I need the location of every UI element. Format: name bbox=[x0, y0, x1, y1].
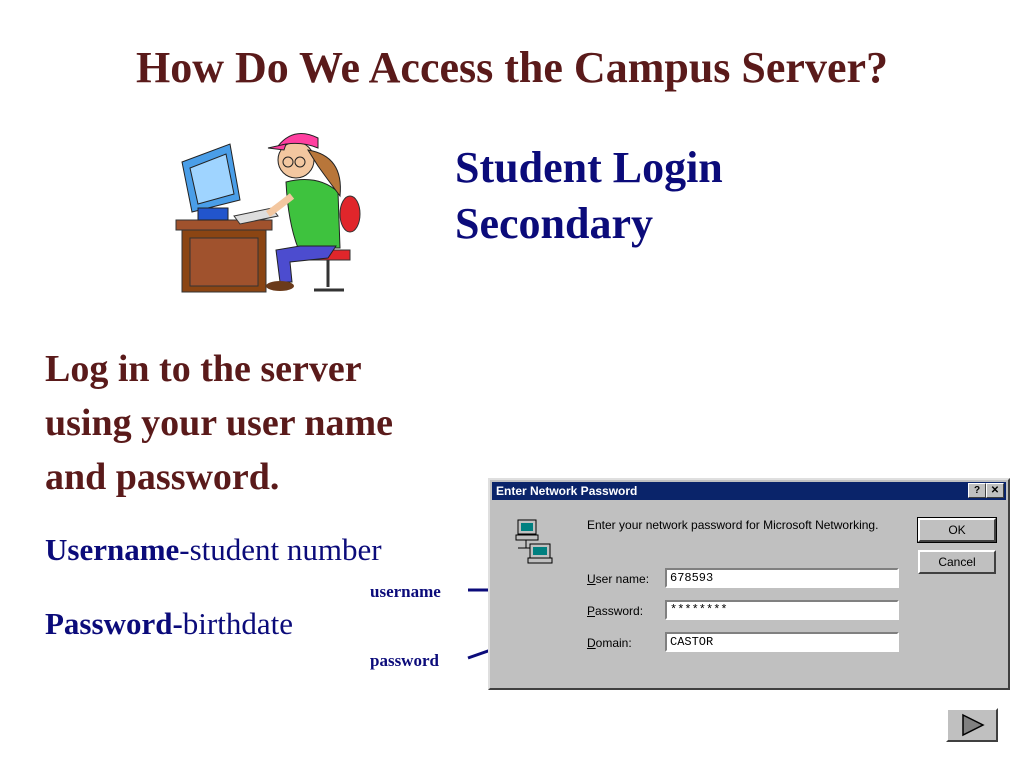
password-key: Password- bbox=[45, 606, 183, 641]
domain-field[interactable]: CASTOR bbox=[665, 632, 899, 652]
slide-title: How Do We Access the Campus Server? bbox=[136, 43, 888, 92]
user-name-label: User name: bbox=[587, 572, 650, 586]
dialog-message: Enter your network password for Microsoft Networking. bbox=[587, 518, 879, 532]
network-computer-icon bbox=[514, 518, 554, 566]
next-slide-icon bbox=[948, 710, 996, 740]
password-annotation: password bbox=[370, 651, 439, 670]
help-button[interactable]: ? bbox=[968, 483, 986, 498]
intro-line-3: and password. bbox=[45, 456, 280, 498]
ok-button[interactable]: OK bbox=[918, 518, 996, 542]
network-password-dialog bbox=[488, 478, 1010, 690]
user-name-field[interactable]: 678593 bbox=[665, 568, 899, 588]
dialog-title: Enter Network Password bbox=[496, 484, 638, 498]
next-slide-button[interactable] bbox=[946, 708, 998, 742]
subtitle-line-1: Student Login bbox=[455, 143, 723, 192]
subtitle-line-2: Secondary bbox=[455, 199, 653, 248]
domain-label: Domain: bbox=[587, 636, 632, 650]
password-value: birthdate bbox=[182, 606, 293, 641]
username-value: -student number bbox=[179, 532, 382, 567]
cancel-button[interactable]: Cancel bbox=[918, 550, 996, 574]
close-button[interactable]: ✕ bbox=[986, 483, 1004, 498]
dialog-titlebar[interactable] bbox=[492, 482, 1006, 500]
username-key: Username bbox=[45, 532, 180, 567]
password-label: Password: bbox=[587, 604, 644, 618]
intro-line-2: using your user name bbox=[45, 402, 394, 444]
intro-line-1: Log in to the server bbox=[45, 348, 362, 390]
password-field[interactable]: ******** bbox=[665, 600, 899, 620]
username-annotation: username bbox=[370, 582, 441, 601]
